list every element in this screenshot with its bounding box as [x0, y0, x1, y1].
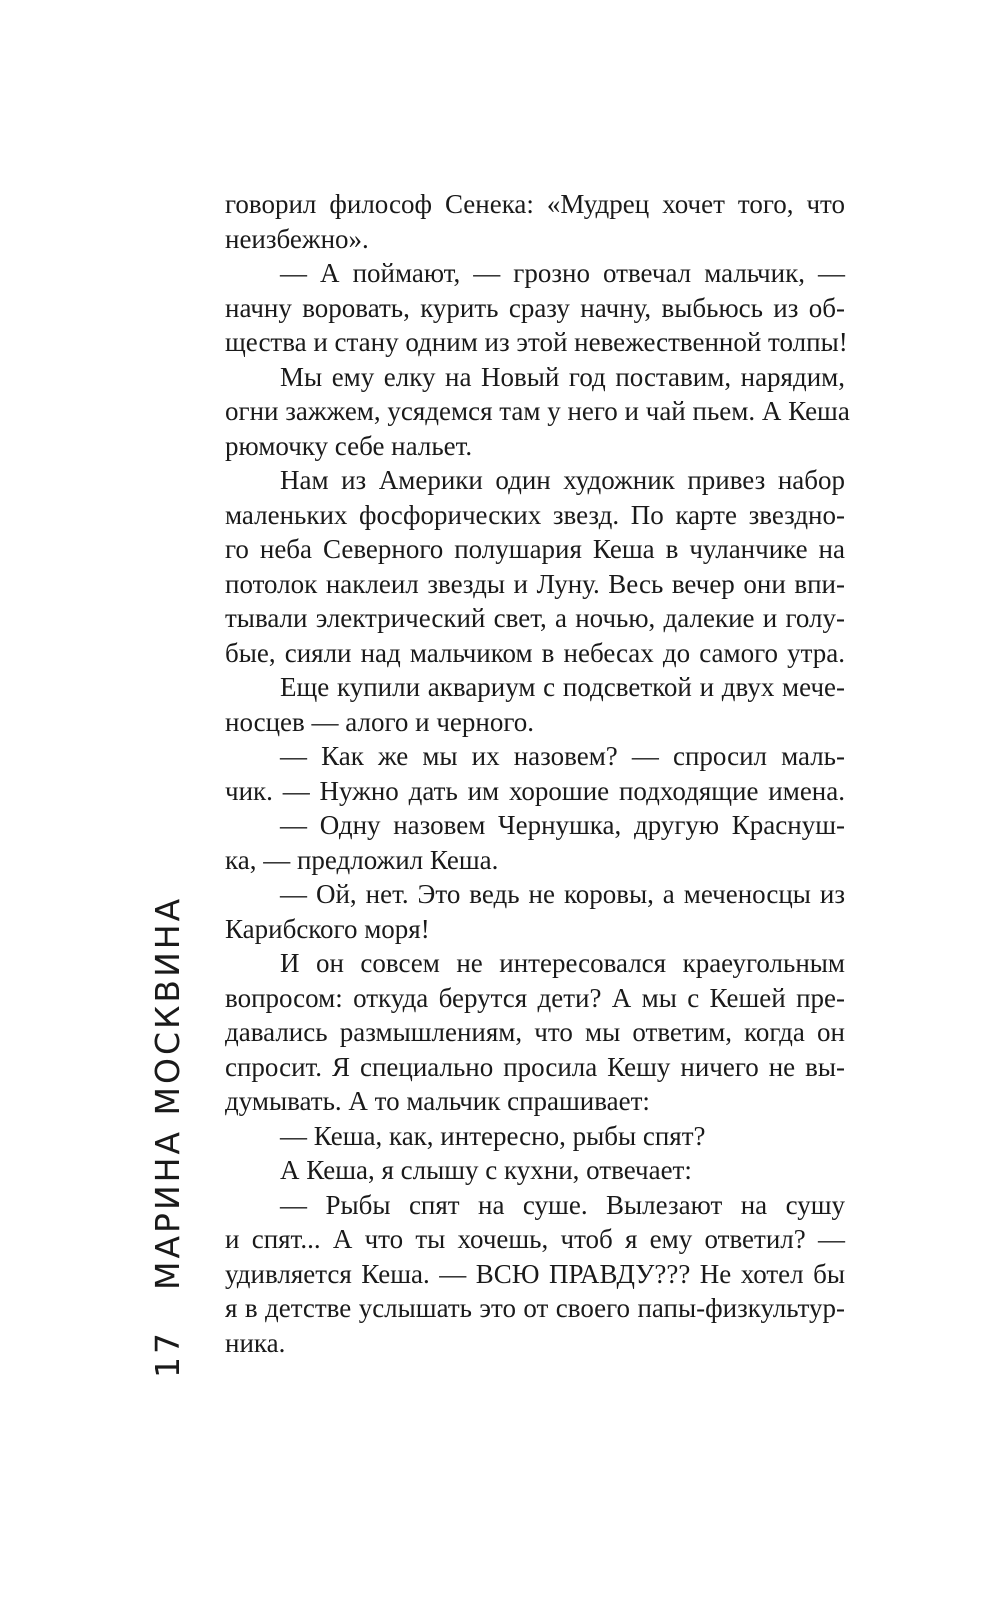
text-line: щества и стану одним из этой невежественной толпы! [225, 327, 848, 357]
text-line: — Как же мы их назовем? — спросил маль- [280, 741, 845, 771]
text-line: Карибского моря! [225, 913, 430, 944]
text-line: — Рыбы спят на суше. Вылезают на сушу [280, 1189, 845, 1220]
page-number: 17 [148, 1330, 187, 1378]
text-line: и спят... А что ты хочешь, чтоб я ему ответил? — [225, 1224, 845, 1254]
body-text [225, 187, 850, 1360]
text-line: маленьких фосфорических звезд. По карте звездно- [225, 499, 845, 530]
text-line: давались размышлениям, что мы ответим, когда он [225, 1017, 845, 1047]
text-line: го неба Северного полушария Кеша в чуланчике на [225, 534, 845, 564]
text-line: неизбежно». [225, 223, 369, 254]
text-line: я в детстве услышать это от своего папы-физкультур- [225, 1293, 845, 1323]
text-line: потолок наклеил звезды и Луну. Весь вечер они впи- [225, 568, 845, 599]
text-line: огни зажжем, усядемся там у него и чай пьем. А Кеша [225, 396, 850, 426]
text-line: — Кеша, как, интересно, рыбы спят? [280, 1120, 706, 1151]
text-line: И он совсем не интересовался краеугольным [280, 948, 845, 978]
text-line: вопросом: откуда берутся дети? А мы с Кешей пре- [225, 982, 845, 1013]
text-line: чик. — Нужно дать им хорошие подходящие имена. [225, 775, 845, 806]
text-line: — Одну назовем Чернушка, другую Краснуш- [280, 810, 845, 840]
text-line: рюмочку себе нальет. [225, 430, 473, 461]
text-line: говорил философ Сенека: «Мудрец хочет того, что [225, 189, 845, 219]
text-line: носцев — алого и черного. [225, 706, 534, 737]
text-line: — Ой, нет. Это ведь не коровы, а меченосцы из [280, 879, 845, 909]
text-line: начну воровать, курить сразу начну, выбьюсь из об- [225, 292, 845, 323]
author-name: МАРИНА МОСКВИНА [148, 895, 187, 1290]
text-line: тывали электрический свет, а ночью, далекие и голу- [225, 603, 845, 633]
text-line: — А поймают, — грозно отвечал мальчик, — [280, 258, 845, 288]
text-line: ка, — предложил Кеша. [225, 844, 499, 875]
running-header [148, 896, 188, 1378]
text-line: удивляется Кеша. — ВСЮ ПРАВДУ??? Не хотел бы [225, 1258, 845, 1289]
text-line: Еще купили аквариум с подсветкой и двух мече- [280, 672, 845, 702]
text-line: думывать. А то мальчик спрашивает: [225, 1086, 650, 1116]
text-line: ника. [225, 1327, 286, 1358]
text-line: спросит. Я специально просила Кешу ничего не вы- [225, 1051, 845, 1082]
text-line: Мы ему елку на Новый год поставим, нарядим, [280, 361, 845, 392]
text-line: А Кеша, я слышу с кухни, отвечает: [280, 1155, 692, 1185]
text-line: Нам из Америки один художник привез набор [280, 465, 845, 495]
text-line: бые, сияли над мальчиком в небесах до самого утра. [225, 637, 845, 668]
